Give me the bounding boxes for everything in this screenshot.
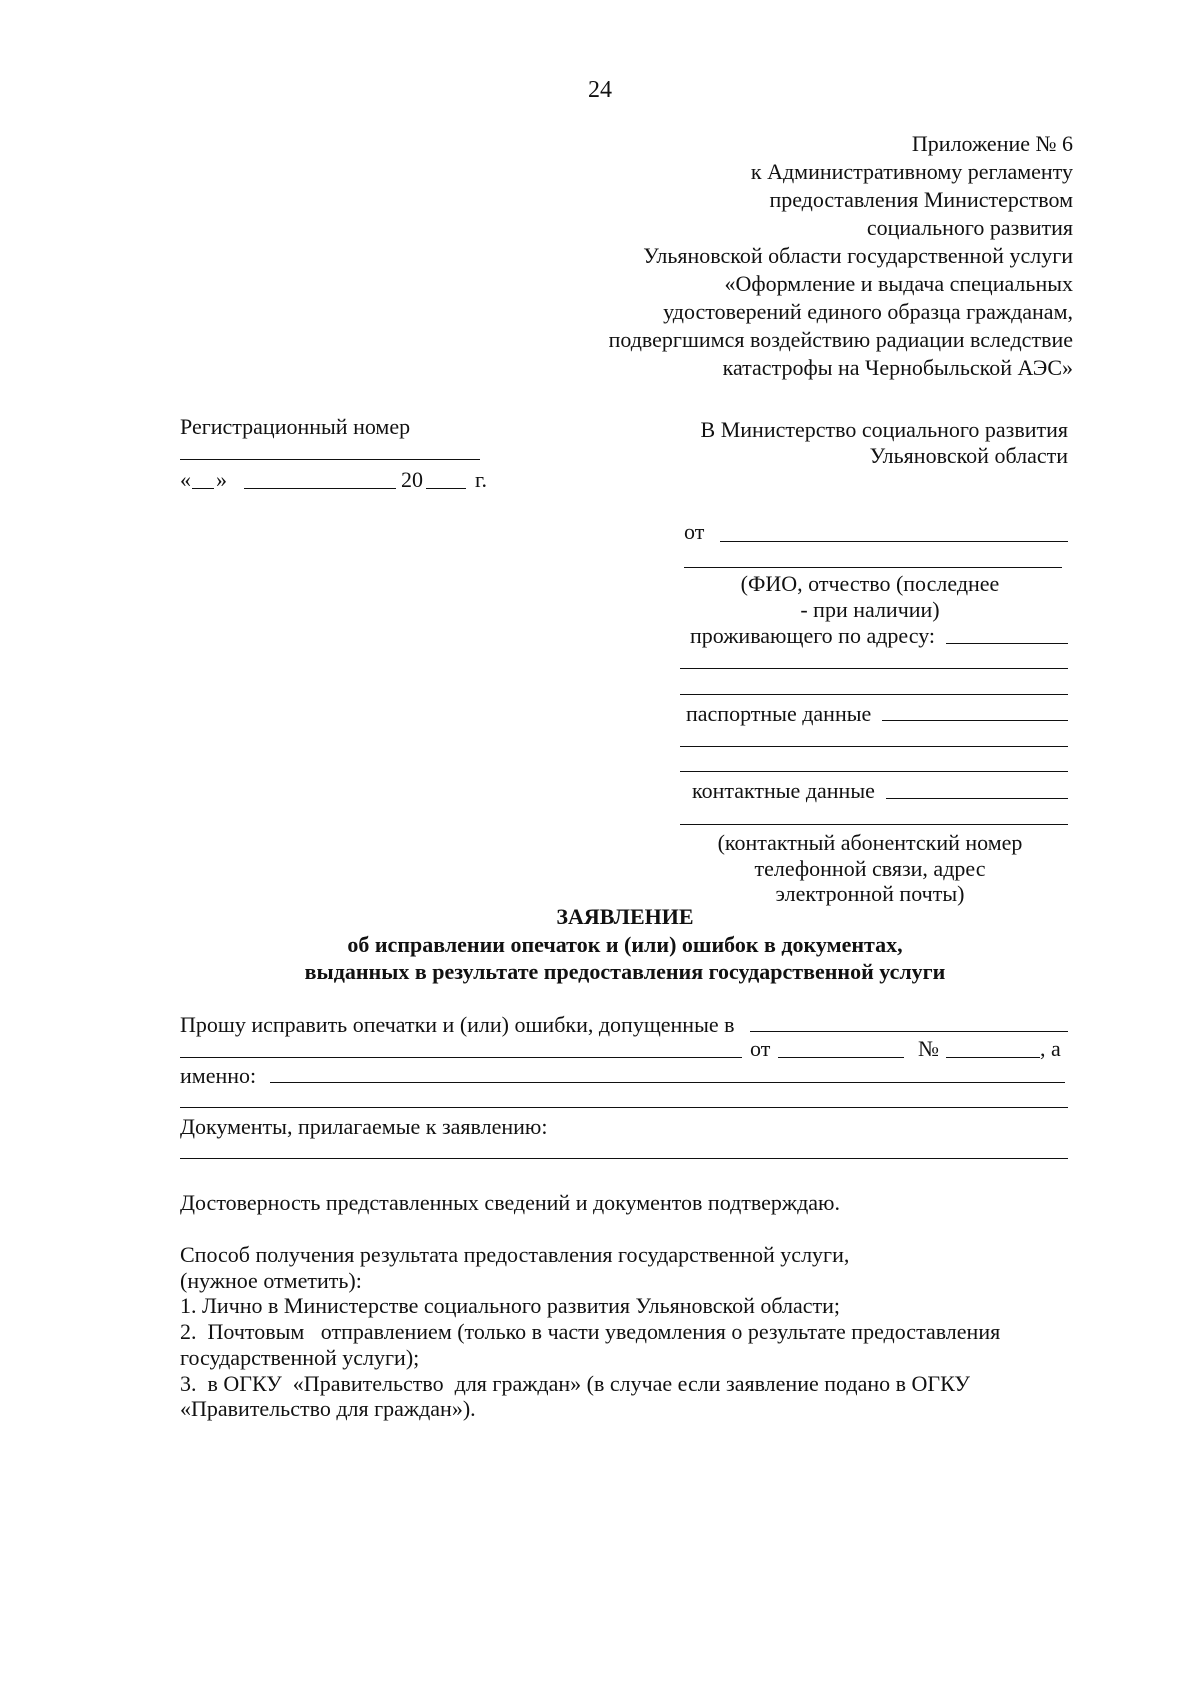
appendix-line: к Административному регламенту — [750, 159, 1073, 184]
from-name-line[interactable] — [720, 541, 1068, 542]
from-text: от — [750, 1036, 771, 1061]
passport-line-3[interactable] — [680, 771, 1068, 772]
comma-a-text: , а — [1040, 1036, 1061, 1061]
address-line[interactable] — [946, 643, 1068, 644]
option-3-cont: «Правительство для граждан»). — [180, 1396, 476, 1421]
registration-number-line[interactable] — [180, 459, 480, 460]
contacts-line[interactable] — [886, 798, 1068, 799]
contacts-line-2[interactable] — [680, 824, 1068, 825]
from-name-line-2[interactable] — [684, 567, 1062, 568]
documents-label: Документы, прилагаемые к заявлению: — [180, 1114, 548, 1139]
year-suffix: г. — [475, 467, 488, 492]
appendix-line: Ульяновской области государственной услуги — [643, 243, 1073, 268]
document-subtitle: об исправлении опечаток и (или) ошибок в документах, — [347, 932, 903, 957]
request-text: Прошу исправить опечатки и (или) ошибки, допущенные в — [180, 1012, 735, 1037]
namely-label: именно: — [180, 1063, 257, 1088]
addressee-line: В Министерство социального развития — [700, 417, 1068, 442]
date-open-quote: « — [180, 467, 191, 492]
date-year-line[interactable] — [426, 488, 466, 489]
contacts-label: контактные данные — [692, 778, 875, 803]
passport-line-2[interactable] — [680, 746, 1068, 747]
address-line-3[interactable] — [680, 694, 1068, 695]
year-prefix: 20 — [401, 467, 423, 492]
appendix-line: Приложение № 6 — [911, 131, 1073, 156]
document-name-line[interactable] — [750, 1031, 1068, 1032]
document-subtitle: выданных в результате предоставления государственной услуги — [304, 959, 946, 984]
documents-line[interactable] — [180, 1158, 1068, 1159]
fio-hint: (ФИО, отчество (последнее — [740, 571, 1000, 596]
option-1[interactable]: 1. Лично в Министерстве социального развития Ульяновской области; — [180, 1293, 841, 1318]
passport-label: паспортные данные — [686, 701, 872, 726]
appendix-line: подвергшимся воздействию радиации вследствие — [608, 327, 1073, 352]
date-day-line[interactable] — [192, 488, 214, 489]
address-line-2[interactable] — [680, 668, 1068, 669]
from-label: от — [684, 519, 705, 544]
option-2[interactable]: 2. Почтовым отправлением (только в части уведомления о результате предоставления — [180, 1319, 1001, 1344]
address-label: проживающего по адресу: — [690, 623, 936, 648]
namely-line-2[interactable] — [180, 1107, 1068, 1108]
contacts-hint: телефонной связи, адрес — [754, 856, 986, 881]
confirmation-text: Достоверность представленных сведений и документов подтверждаю. — [180, 1190, 840, 1215]
method-text: Способ получения результата предоставления государственной услуги, — [180, 1242, 850, 1267]
document-name-line-2[interactable] — [180, 1057, 742, 1058]
appendix-line: социального развития — [866, 215, 1073, 240]
appendix-block — [560, 130, 1073, 382]
document-date-line[interactable] — [778, 1057, 904, 1058]
document-title: ЗАЯВЛЕНИЕ — [556, 904, 694, 929]
passport-line[interactable] — [882, 720, 1068, 721]
appendix-line: катастрофы на Чернобыльской АЭС» — [722, 355, 1073, 380]
addressee-line: Ульяновской области — [869, 443, 1068, 468]
contacts-hint: электронной почты) — [775, 881, 965, 906]
date-month-line[interactable] — [244, 488, 396, 489]
appendix-line: удостоверений единого образца гражданам, — [663, 299, 1073, 324]
method-note: (нужное отметить): — [180, 1268, 362, 1293]
document-number-line[interactable] — [946, 1057, 1040, 1058]
page-number: 24 — [588, 77, 612, 103]
option-3[interactable]: 3. в ОГКУ «Правительство для граждан» (в случае если заявление подано в ОГКУ — [180, 1371, 970, 1396]
appendix-line: предоставления Министерством — [769, 187, 1073, 212]
registration-label: Регистрационный номер — [180, 414, 411, 439]
number-sign: № — [918, 1036, 939, 1061]
appendix-line: «Оформление и выдача специальных — [724, 271, 1073, 296]
fio-hint: - при наличии) — [800, 597, 940, 622]
contacts-hint: (контактный абонентский номер — [717, 830, 1023, 855]
option-2-cont: государственной услуги); — [180, 1345, 420, 1370]
namely-line[interactable] — [270, 1082, 1065, 1083]
date-close-quote: » — [216, 467, 227, 492]
